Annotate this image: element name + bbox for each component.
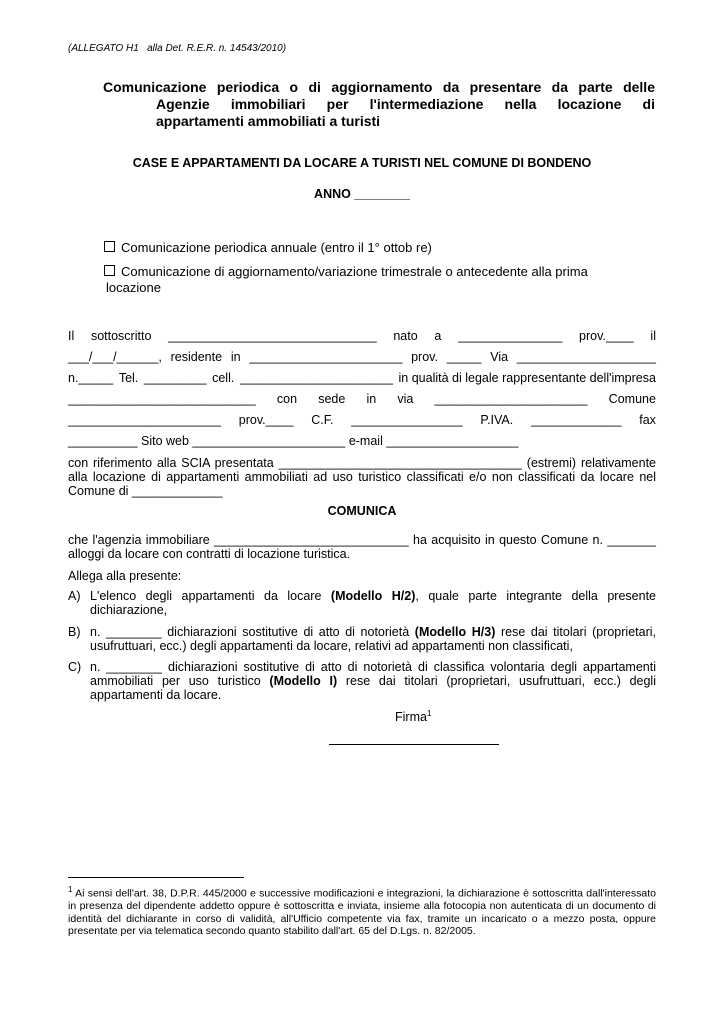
checkbox-icon[interactable]	[104, 241, 115, 252]
form-row-company-seat: ___________________________ con sede in via ______________________ Comune	[68, 392, 656, 406]
list-item: B) n. ________ dichiarazioni sostitutive di atto di notorietà (Modello H/3) rese dai titolari (proprietari, usufruttuari, ecc.) degli appartamenti da locare, relativi ad appartamenti non classificati,	[68, 625, 656, 653]
form-row-contacts: n._____ Tel. _________ cell. ______________________ in qualità di legale rappresentante dell'impresa	[68, 371, 656, 385]
signature-label: Firma$^1$	[395, 709, 432, 725]
title-line-2: Agenzie immobiliari per l'intermediazione nella locazione di	[156, 96, 655, 112]
document-subtitle: CASE E APPARTAMENTI DA LOCARE A TURISTI NEL COMUNE DI BONDENO	[132, 156, 592, 170]
checkbox-label-continued: locazione	[106, 280, 161, 295]
document-title	[103, 79, 655, 130]
checkbox-label: Comunicazione di aggiornamento/variazione trimestrale o antecedente alla prima	[121, 264, 588, 279]
title-line-1: Comunicazione periodica o di aggiornamento da presentare da parte delle	[103, 79, 655, 95]
agency-paragraph: che l'agenzia immobiliare ____________________________ ha acquisito in questo Comune n. _______ alloggi da locare con contratti di locazione turistica.	[68, 533, 656, 561]
form-row-web: __________ Sito web ______________________ e-mail ___________________	[68, 434, 519, 448]
signature-line	[329, 744, 499, 745]
form-row-residence: ___/___/______, residente in ______________________ prov. _____ Via ____________________	[68, 350, 656, 364]
checkbox-label: Comunicazione periodica annuale (entro il 1° ottob re)	[121, 240, 432, 255]
title-line-3: appartamenti ammobiliati a turisti	[156, 113, 381, 129]
year-field: ANNO ________	[314, 187, 410, 201]
form-row-name: Il sottoscritto ______________________________ nato a _______________ prov.____ il	[68, 329, 656, 343]
checkbox-option-periodic[interactable]	[104, 240, 432, 256]
comunica-heading: COMUNICA	[327, 504, 397, 518]
list-item: A) L'elenco degli appartamenti da locare (Modello H/2), quale parte integrante della presente dichiarazione,	[68, 589, 656, 617]
form-row-fiscal: ______________________ prov.____ C.F. ________________ P.IVA. _____________ fax	[68, 413, 656, 427]
footnote: $^1$ Ai sensi dell'art. 38, D.P.R. 445/2000 e successive modificazioni e integrazioni, la dichiarazione è sottoscritta dall'interessato in presenza del dipendente addetto oppure è sottoscritta e inviata, insieme alla fotocopia non autenticata di un documento di identità del dichiarante in corso di validità, all'Ufficio competente via fax, tramite un incaricato o a mezzo posta, oppure presentate per via telematica secondo quanto stabilito dall'art. 65 del D.Lgs. n. 82/2005.	[68, 885, 656, 937]
scia-paragraph: con riferimento alla SCIA presentata ___________________________________ (estremi) relativamente alla locazione di appartamenti ammobiliati ad uso turistico classificati e/o non classificati da locare nel Comune di _____________	[68, 456, 656, 498]
checkbox-option-update[interactable]	[104, 264, 588, 296]
document-reference: (ALLEGATO H1 alla Det. R.E.R. n. 14543/2010)	[68, 43, 287, 54]
checkbox-icon[interactable]	[104, 265, 115, 276]
attachments-intro: Allega alla presente:	[68, 569, 182, 583]
list-item: C) n. ________ dichiarazioni sostitutive di atto di notorietà di classifica volontaria degli appartamenti ammobiliati per uso turistico (Modello I) rese dai titolari (proprietari, usufruttuari, ecc.) degli appartamenti da locare.	[68, 660, 656, 702]
footnote-separator	[68, 877, 244, 878]
